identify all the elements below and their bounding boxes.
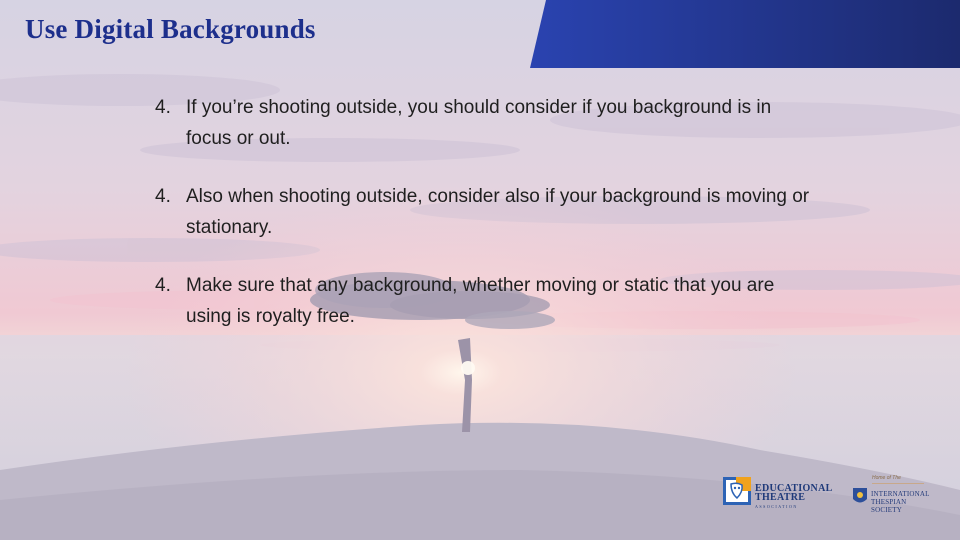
eta-mask-icon (722, 476, 752, 506)
list-item-text: Make sure that any background, whether moving or static that you are using is royalty free. (186, 275, 775, 327)
list-item-text: If you’re shooting outside, you should consider if you background is in focus or out. (186, 97, 772, 149)
list-item-text: Also when shooting outside, consider also if your background is moving or stationary. (186, 186, 810, 238)
eta-line-2: THEATRE (755, 492, 806, 503)
list-item (155, 181, 815, 243)
eta-line-3: ASSOCIATION (755, 504, 798, 509)
header-accent-bar (530, 0, 960, 68)
list-item-number: 4. (155, 97, 171, 118)
its-tagline: Home of The (872, 475, 901, 481)
slide-title: Use Digital Backgrounds (25, 14, 316, 44)
eta-wordmark (755, 484, 833, 511)
list-item (155, 270, 815, 332)
its-wordmark (871, 490, 930, 514)
educational-theatre-association-logo (722, 474, 834, 510)
international-thespian-society-logo (850, 475, 930, 514)
list-item (155, 92, 815, 154)
eta-line-1: EDUCATIONAL (755, 483, 833, 494)
its-crest-icon (852, 487, 868, 507)
list-item-number: 4. (155, 275, 171, 296)
its-line-1: INTERNATIONAL (871, 490, 930, 498)
bullet-list (155, 92, 815, 332)
list-item-number: 4. (155, 186, 171, 207)
its-divider (872, 483, 924, 484)
its-line-2: THESPIAN SOCIETY (871, 498, 907, 514)
